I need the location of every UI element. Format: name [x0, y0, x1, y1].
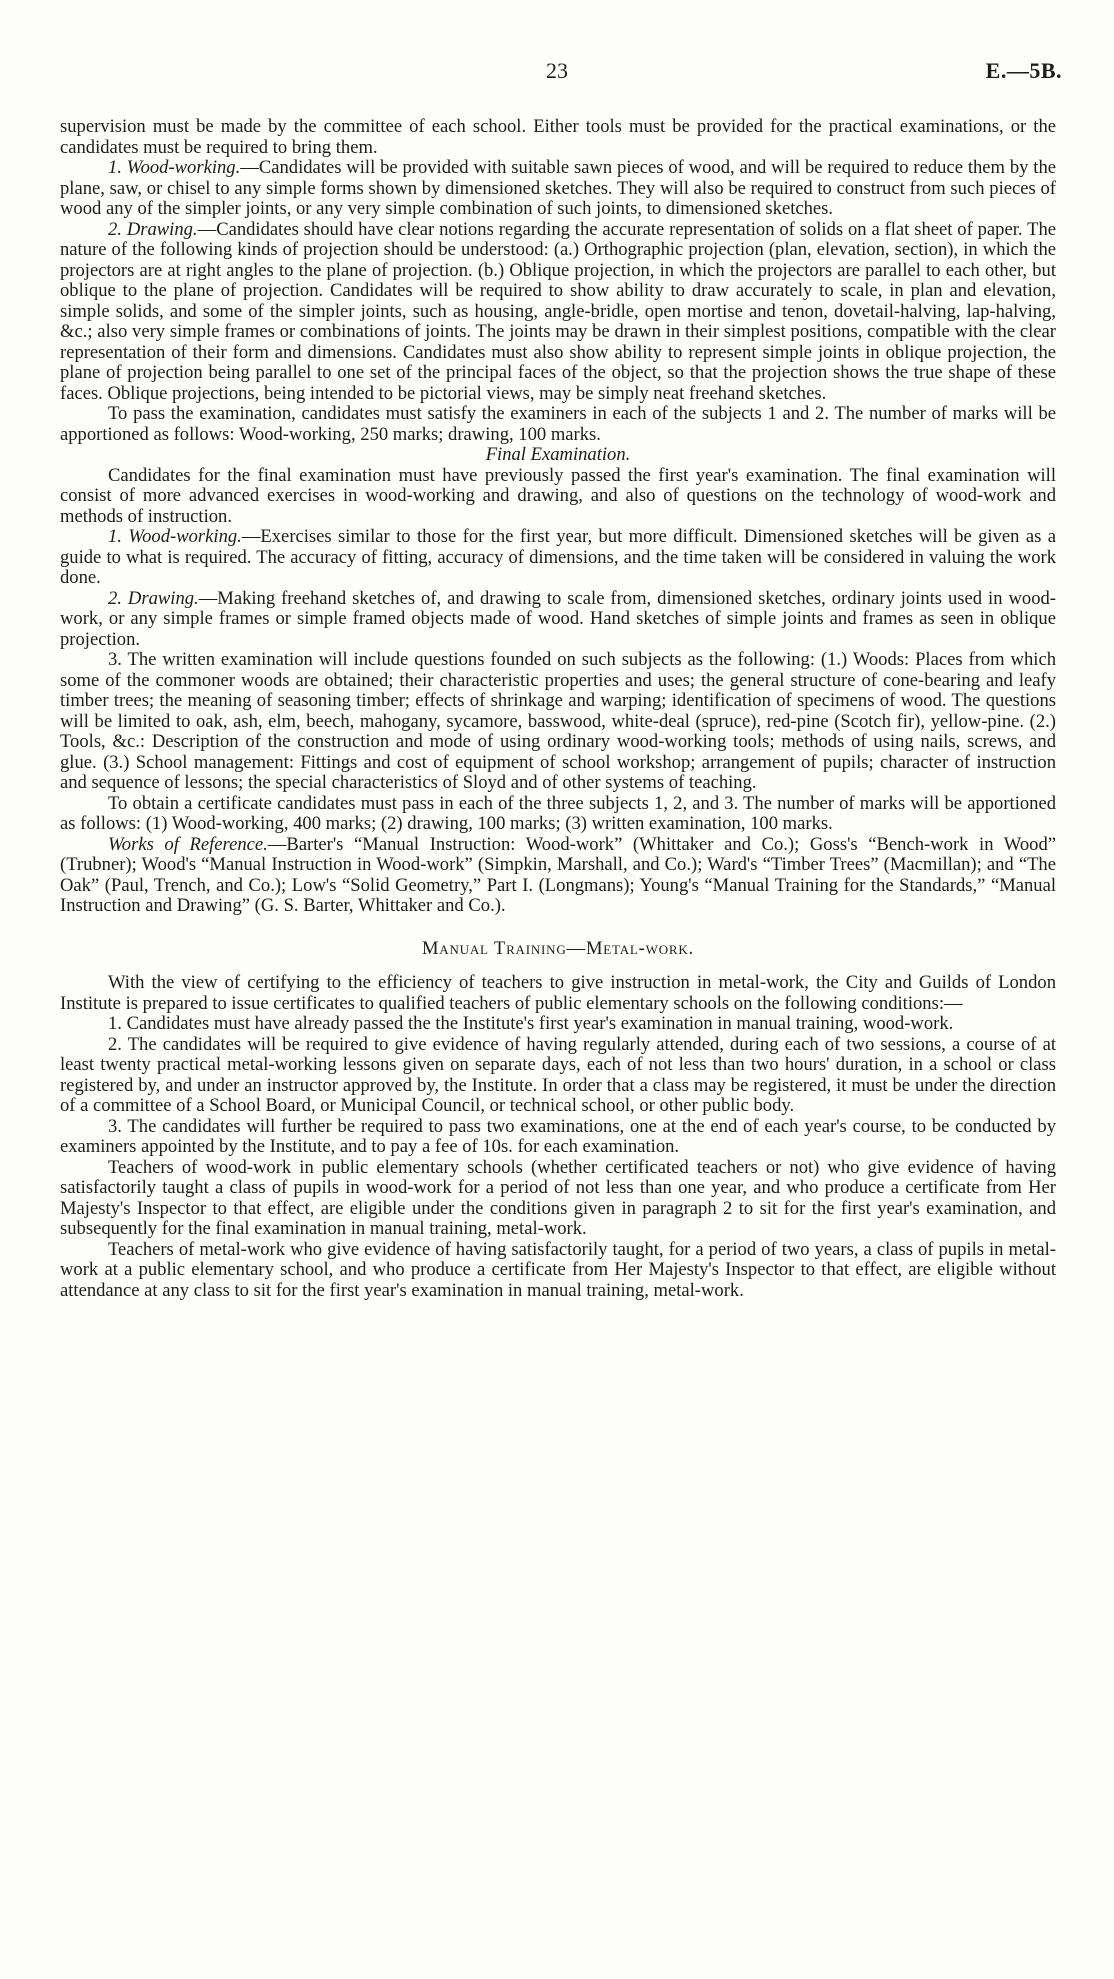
paragraph: Works of Reference.—Barter's “Manual Instruction: Wood-work” (Whittaker and Co.); Goss's “Bench-work in Wood” (Trubner); Wood's “Manual Instruction in Wood-work” (Simpkin, Marshall, and Co.); Ward's “Timber Trees” (Macmillan); and “The Oak” (Paul, Trench, and Co.); Low's “Solid Geometry,” Part I. (Longmans); Young's “Manual Training for the Standards,” “Manual Instruction and Drawing” (G. S. Barter, Whittaker and Co.). — [60, 833, 1056, 916]
document-body — [60, 117, 1056, 1301]
paragraph-lead: Works of Reference. — [108, 833, 268, 855]
paragraph: Candidates for the final examination must have previously passed the first year's examination. The final examination will consist of more advanced exercises in wood-working and drawing, and also of questions on the technology of wood-work and methods of instruction. — [60, 464, 1056, 527]
final-examination-heading: Final Examination. — [485, 444, 631, 465]
paragraph: 2. Drawing.—Making freehand sketches of, and drawing to scale from, dimensioned sketches, ordinary joints used in wood-work, or any simple frames or simple framed objects made of wood. Hand sketches of simple joints and frames as seen in oblique projection. — [60, 587, 1056, 650]
page-reference: E.—5B. — [985, 58, 1062, 83]
page-header — [0, 58, 1114, 88]
section-heading: Manual Training—Metal-work. — [421, 937, 695, 959]
paragraph: To obtain a certificate candidates must pass in each of the three subjects 1, 2, and 3. The number of marks will be apportioned as follows: (1) Wood-working, 400 marks; (2) drawing, 100 marks; (3) written examination, 100 marks. — [60, 792, 1056, 834]
paragraph: Teachers of metal-work who give evidence of having satisfactorily taught, for a period of two years, a class of pupils in metal-work at a public elementary school, and who produce a certificate from Her Majesty's Inspector to that effect, are eligible without attendance at any class to sit for the first year's examination in manual training, metal-work. — [60, 1238, 1056, 1301]
page-number: 23 — [546, 58, 568, 83]
paragraph-lead: 2. Drawing. — [108, 587, 199, 609]
paragraph: 3. The written examination will include questions founded on such subjects as the following: (1.) Woods: Places from which some of the commoner woods are obtained; their characteristic properties and uses; the general structure of cone-bearing and leafy timber trees; the meaning of seasoning timber; effects of shrinkage and warping; identification of specimens of wood. The questions will be limited to oak, ash, elm, beech, mahogany, sycamore, basswood, white-deal (spruce), red-pine (Scotch fir), yellow-pine. (2.) Tools, &c.: Description of the construction and mode of using ordinary wood-working tools; methods of using nails, screws, and glue. (3.) School management: Fittings and cost of equipment of school workshop; arrangement of pupils; character of instruction and sequence of lessons; the special characteristics of Sloyd and of other systems of teaching. — [60, 649, 1056, 793]
paragraph: 2. Drawing.—Candidates should have clear notions regarding the accurate representation of solids on a flat sheet of paper. The nature of the following kinds of projection should be understood: (a.) Orthographic projection (plan, elevation, section), in which the projectors are at right angles to the plane of projection. (b.) Oblique projection, in which the projectors are parallel to each other, but oblique to the plane of projection. Candidates will be required to show ability to draw accurately to scale, in plan and elevation, simple solids, and some of the simpler joints, such as housing, angle-bridle, open mortise and tenon, dovetail-halving, lap-halving, &c.; also very simple frames or combinations of joints. The joints may be drawn in their simplest positions, compatible with the clear representation of their form and dimensions. Candidates must also show ability to represent simple joints in oblique projection, the plane of projection being parallel to one set of the principal faces of the object, so that the projection shows the true shape of these faces. Oblique projections, being intended to be pictorial views, may be simply neat freehand sketches. — [60, 218, 1056, 404]
paragraph: 1. Wood-working.—Exercises similar to those for the first year, but more difficult. Dimensioned sketches will be given as a guide to what is required. The accuracy of fitting, accuracy of dimensions, and the time taken will be considered in valuing the work done. — [60, 526, 1056, 588]
paragraph: 3. The candidates will further be required to pass two examinations, one at the end of each year's course, to be conducted by examiners appointed by the Institute, and to pay a fee of 10s. for each examination. — [60, 1115, 1056, 1157]
paragraph: To pass the examination, candidates must satisfy the examiners in each of the subjects 1 and 2. The number of marks will be apportioned as follows: Wood-working, 250 marks; drawing, 100 marks. — [60, 403, 1056, 445]
paragraph-lead: 2. Drawing. — [108, 218, 198, 240]
paragraph: Teachers of wood-work in public elementary schools (whether certificated teachers or not) who give evidence of having satisfactorily taught a class of pupils in wood-work for a period of not less than one year, and who produce a certificate from Her Majesty's Inspector to that effect, are eligible under the conditions given in paragraph 2 to sit for the first year's examination, and subsequently for the final examination in manual training, metal-work. — [60, 1156, 1056, 1239]
paragraph: 2. The candidates will be required to give evidence of having regularly attended, during each of two sessions, a course of at least twenty practical metal-working lessons given on separate days, each of not less than two hours' duration, in a school or class registered by, and under an instructor approved by, the Institute. In order that a class may be registered, it must be under the direction of a committee of a School Board, or Municipal Council, or technical school, or other public body. — [60, 1033, 1056, 1116]
paragraph: With the view of certifying to the efficiency of teachers to give instruction in metal-work, the City and Guilds of London Institute is prepared to issue certificates to qualified teachers of public elementary schools on the following conditions:— — [60, 972, 1056, 1014]
paragraph: 1. Wood-working.—Candidates will be provided with suitable sawn pieces of wood, and will be required to reduce them by the plane, saw, or chisel to any simple forms shown by dimensioned sketches. They will also be required to construct from such pieces of wood any of the simpler joints, or any very simple combination of such joints, to dimensioned sketches. — [60, 157, 1056, 219]
paragraph-lead: 1. Wood-working. — [108, 526, 242, 547]
paragraph: 1. Candidates must have already passed the the Institute's first year's examination in manual training, wood-work. — [108, 1013, 954, 1034]
paragraph: supervision must be made by the committee of each school. Either tools must be provided for the practical examinations, or the candidates must be required to bring them. — [60, 116, 1056, 158]
paragraph-lead: 1. Wood-working. — [108, 157, 241, 178]
